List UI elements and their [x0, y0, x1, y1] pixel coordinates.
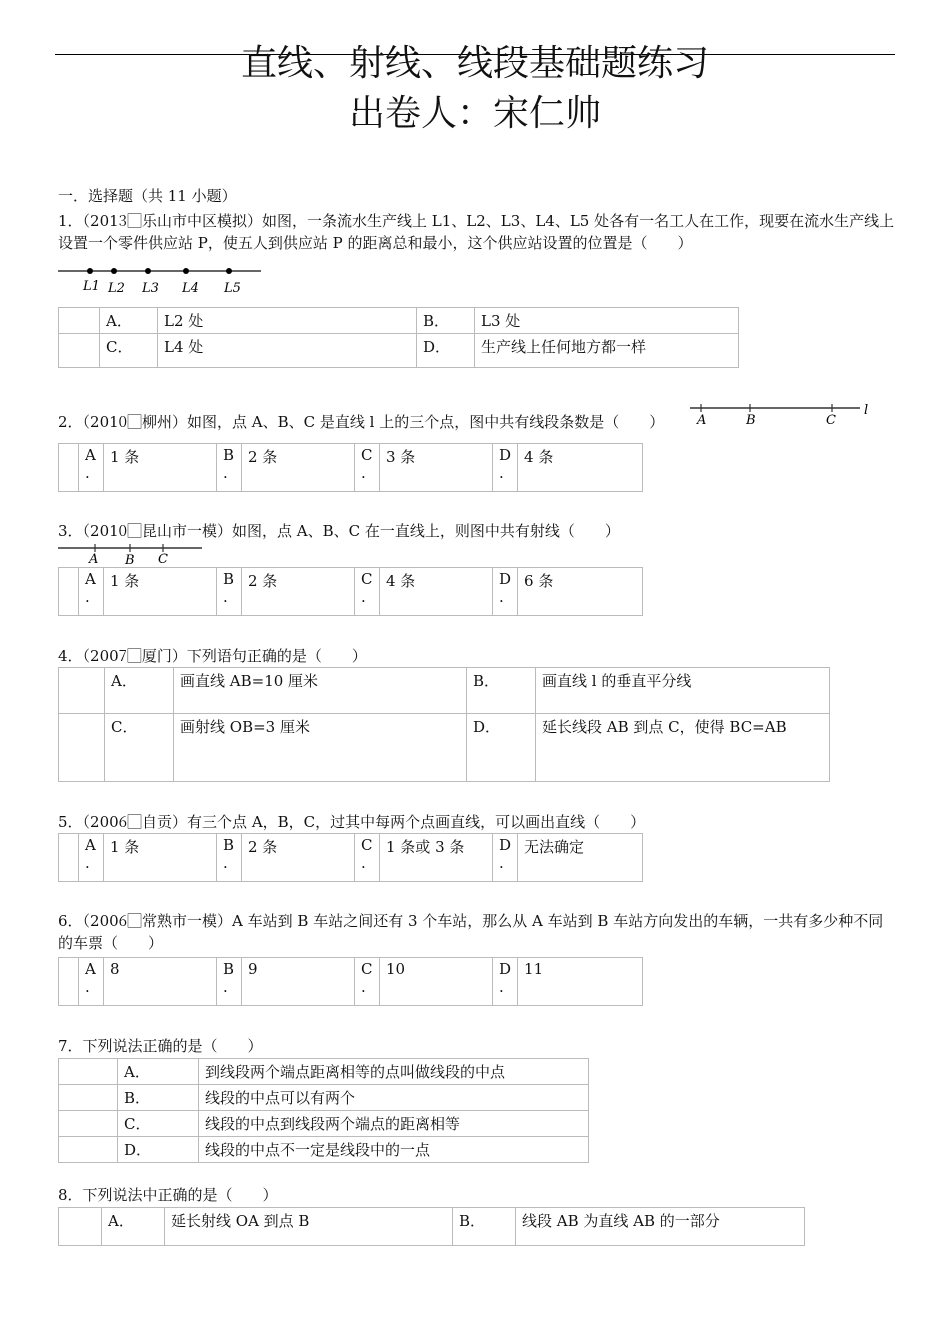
option-b-text[interactable]: 2 条	[242, 834, 355, 882]
option-b-label[interactable]: B .	[217, 834, 242, 882]
option-b-text[interactable]: 9	[242, 958, 355, 1006]
option-c-text[interactable]: 10	[380, 958, 493, 1006]
option-c-label[interactable]: C．	[118, 1111, 199, 1137]
question-1-figure	[56, 262, 266, 298]
option-c-text[interactable]: 线段的中点到线段两个端点的距离相等	[199, 1111, 589, 1137]
option-b-text[interactable]: 线段的中点可以有两个	[199, 1085, 589, 1111]
label-l5: L5	[224, 281, 241, 296]
point-l4	[183, 268, 189, 274]
label-l2: L2	[108, 281, 125, 296]
option-a-text[interactable]: 1 条	[104, 444, 217, 492]
question-5-text: 5．（2006⃞自贡）有三个点 A，B，C，过其中每两个点画直线，可以画出直线（ ）	[58, 813, 646, 831]
option-a-text[interactable]: 到线段两个端点距离相等的点叫做线段的中点	[199, 1059, 589, 1085]
author-line: 出卷人：宋仁帅	[348, 93, 601, 134]
question-3-options	[58, 567, 643, 616]
question-1-text: 1．（2013⃞乐山市中区模拟）如图，一条流水生产线上 L1、L2、L3、L4、L5 处各有一名工人在工作，现要在流水生产线上设置一个零件供应站 P，使五人到供应站 P 的距离总和最小，这个供应站设置的位置是（ ）	[58, 212, 895, 252]
question-8-options	[58, 1207, 805, 1246]
option-b-label[interactable]: B .	[217, 958, 242, 1006]
option-d-text[interactable]: 线段的中点不一定是线段中的一点	[199, 1137, 589, 1163]
option-d-text[interactable]: 6 条	[518, 568, 643, 616]
label-l4: L4	[182, 281, 199, 296]
question-2-figure	[688, 400, 878, 430]
option-c-text[interactable]: 1 条或 3 条	[380, 834, 493, 882]
option-a-label[interactable]: A .	[79, 568, 104, 616]
option-b-label[interactable]: B .	[217, 444, 242, 492]
option-a-label[interactable]: A．	[118, 1059, 199, 1085]
option-c-text[interactable]: 3 条	[380, 444, 493, 492]
option-a-text[interactable]: L2 处	[158, 308, 417, 334]
question-3-figure	[56, 541, 206, 567]
option-a-label[interactable]: A．	[100, 308, 158, 334]
question-3-text: 3．（2010⃞昆山市一模）如图，点 A、B、C 在一直线上，则图中共有射线（ ）	[58, 522, 620, 540]
label-a: A	[697, 413, 707, 428]
label-a: A	[89, 552, 99, 567]
option-d-label[interactable]: D .	[493, 958, 518, 1006]
option-a-text[interactable]: 8	[104, 958, 217, 1006]
question-4-text: 4．（2007⃞厦门）下列语句正确的是（ ）	[58, 647, 367, 665]
label-b: B	[125, 553, 135, 567]
option-d-text[interactable]: 生产线上任何地方都一样	[475, 334, 739, 368]
question-6-text: 6．（2006⃞常熟市一模）A 车站到 B 车站之间还有 3 个车站，那么从 A 车站到 B 车站方向发出的车辆，一共有多少种不同的车票（ ）	[58, 912, 884, 952]
option-a-label[interactable]: A .	[79, 834, 104, 882]
label-c: C	[826, 413, 836, 428]
option-c-label[interactable]: C．	[100, 334, 158, 368]
option-c-label[interactable]: C .	[355, 568, 380, 616]
option-b-text[interactable]: 2 条	[242, 568, 355, 616]
option-c-text[interactable]: 4 条	[380, 568, 493, 616]
option-d-text[interactable]: 4 条	[518, 444, 643, 492]
blank-cell	[59, 334, 100, 368]
label-l: l	[864, 403, 869, 418]
option-d-text[interactable]: 无法确定	[518, 834, 643, 882]
option-b-label[interactable]: B .	[217, 568, 242, 616]
question-2-options	[58, 443, 643, 492]
option-d-label[interactable]: D .	[493, 444, 518, 492]
option-a-label[interactable]: A．	[105, 668, 174, 714]
option-d-text[interactable]: 延长线段 AB 到点 C，使得 BC=AB	[536, 714, 830, 782]
point-l5	[226, 268, 232, 274]
question-2-text: 2．（2010⃞柳州）如图，点 A、B、C 是直线 l 上的三个点，图中共有线段条数是（ ）	[58, 413, 665, 431]
label-l3: L3	[142, 281, 159, 296]
option-b-label[interactable]: B．	[417, 308, 475, 334]
label-l1: L1	[83, 279, 100, 294]
option-d-label[interactable]: D .	[493, 568, 518, 616]
question-6-options	[58, 957, 643, 1006]
point-l3	[145, 268, 151, 274]
option-d-label[interactable]: D．	[417, 334, 475, 368]
question-8-text: 8．下列说法中正确的是（ ）	[58, 1186, 278, 1204]
option-b-text[interactable]: L3 处	[475, 308, 739, 334]
option-b-text[interactable]: 2 条	[242, 444, 355, 492]
option-a-text[interactable]: 1 条	[104, 834, 217, 882]
option-c-text[interactable]: 画射线 OB=3 厘米	[174, 714, 467, 782]
option-b-text[interactable]: 画直线 l 的垂直平分线	[536, 668, 830, 714]
blank-cell	[59, 308, 100, 334]
option-d-label[interactable]: D .	[493, 834, 518, 882]
option-b-label[interactable]: B．	[118, 1085, 199, 1111]
section-heading: 一．选择题（共 11 小题）	[58, 187, 237, 205]
option-a-text[interactable]: 画直线 AB=10 厘米	[174, 668, 467, 714]
option-a-label[interactable]: A .	[79, 444, 104, 492]
question-7-options	[58, 1058, 589, 1163]
point-l2	[111, 268, 117, 274]
question-4-options	[58, 667, 830, 782]
option-d-label[interactable]: D．	[118, 1137, 199, 1163]
option-c-label[interactable]: C .	[355, 444, 380, 492]
option-d-text[interactable]: 11	[518, 958, 643, 1006]
option-a-text[interactable]: 延长射线 OA 到点 B	[165, 1208, 453, 1246]
label-c: C	[158, 552, 168, 567]
question-1-options	[58, 307, 739, 368]
option-b-text[interactable]: 线段 AB 为直线 AB 的一部分	[516, 1208, 805, 1246]
question-5-options	[58, 833, 643, 882]
option-c-label[interactable]: C .	[355, 834, 380, 882]
point-l1	[87, 268, 93, 274]
option-a-label[interactable]: A .	[79, 958, 104, 1006]
option-a-label[interactable]: A．	[102, 1208, 165, 1246]
option-a-text[interactable]: 1 条	[104, 568, 217, 616]
option-c-label[interactable]: C .	[355, 958, 380, 1006]
option-b-label[interactable]: B．	[467, 668, 536, 714]
page-title: 直线、射线、线段基础题练习	[240, 43, 709, 84]
option-c-label[interactable]: C．	[105, 714, 174, 782]
option-b-label[interactable]: B．	[453, 1208, 516, 1246]
label-b: B	[746, 413, 756, 428]
option-d-label[interactable]: D．	[467, 714, 536, 782]
option-c-text[interactable]: L4 处	[158, 334, 417, 368]
question-7-text: 7．下列说法正确的是（ ）	[58, 1037, 263, 1055]
